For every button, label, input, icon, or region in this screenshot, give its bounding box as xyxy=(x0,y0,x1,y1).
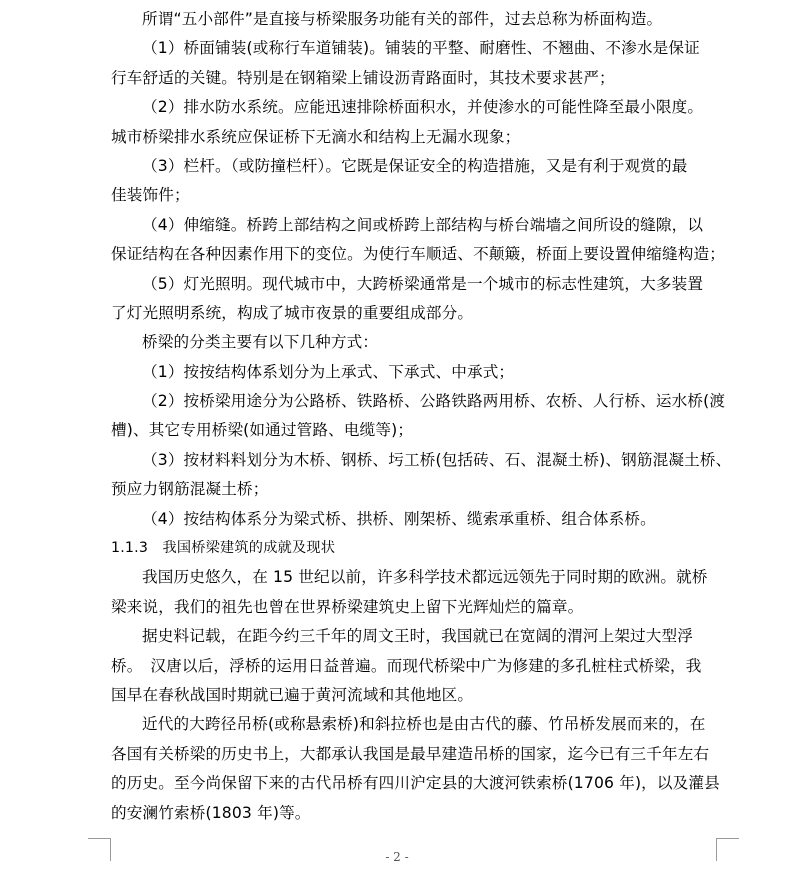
text-line: （3）栏杆。（或防撞栏杆）。它既是保证安全的构造措施，又是有利于观赏的最 xyxy=(142,156,688,175)
text-line: （5）灯光照明。现代城市中，大跨桥梁通常是一个城市的标志性建筑，大多装置 xyxy=(142,274,704,293)
text-line: 保证结构在各种因素作用下的变位。为使行车顺适、不颠簸，桥面上要设置伸缩缝构造； xyxy=(111,245,726,264)
text-line: （2）排水防水系统。应能迅速排除桥面积水，并使渗水的可能性降至最小限度。 xyxy=(142,98,704,117)
text-line: 近代的大跨径吊桥(或称悬索桥)和斜拉桥也是由古代的藤、竹吊桥发展而来的，在 xyxy=(142,715,706,734)
text-line: 国早在春秋战国时期就已遍于黄河流域和其他地区。 xyxy=(111,685,474,704)
text-line: （3）按材料料划分为木桥、钢桥、圬工桥(包括砖、石、混凝土桥)、钢筋混凝土桥、 xyxy=(142,450,732,469)
text-line: 桥梁的分类主要有以下几种方式： xyxy=(142,333,379,352)
text-line: 城市桥梁排水系统应保证桥下无滴水和结构上无漏水现象； xyxy=(111,127,521,146)
text-line: 预应力钢筋混凝土桥； xyxy=(111,480,269,499)
text-line: （2）按桥梁用途分为公路桥、铁路桥、公路铁路两用桥、农桥、人行桥、运水桥(渡 xyxy=(142,392,726,411)
document-body xyxy=(111,5,732,828)
text-line: 我国历史悠久，在 15 世纪以前，许多科学技术都远远领先于同时期的欧洲。就桥 xyxy=(142,568,708,587)
section-heading: 1.1.3 我国桥梁建筑的成就及现状 xyxy=(111,540,336,557)
text-line: （4）按结构体系分为梁式桥、拱桥、刚架桥、缆索承重桥、组合体系桥。 xyxy=(142,509,656,528)
text-line: （4）伸缩缝。桥跨上部结构之间或桥跨上部结构与桥台端墙之间所设的缝隙，以 xyxy=(142,215,704,234)
text-line: 的历史。至今尚保留下来的古代吊桥有四川沪定县的大渡河铁索桥(1706 年)，以及灌县 xyxy=(111,774,720,793)
text-line: 据史料记载，在距今约三千年的周文王时，我国就已在宽阔的渭河上架过大型浮 xyxy=(142,627,694,646)
text-line: 的安澜竹索桥(1803 年)等。 xyxy=(111,803,311,822)
page-number: - 2 - xyxy=(385,850,409,864)
text-line: 佳装饰件； xyxy=(111,186,190,205)
text-line: 桥。 汉唐以后，浮桥的运用日益普遍。而现代桥梁中广为修建的多孔桩柱式桥梁，我 xyxy=(111,656,702,675)
text-line: 行车舒适的关键。特别是在钢箱梁上铺设沥青路面时，其技术要求甚严； xyxy=(111,68,615,87)
text-line: 各国有关桥梁的历史书上，大都承认我国是最早建造吊桥的国家，迄今已有三千年左右 xyxy=(111,744,710,763)
text-line: 了灯光照明系统，构成了城市夜景的重要组成部分。 xyxy=(111,303,474,322)
text-line: （1）桥面铺装(或称行车道铺装)。铺装的平整、耐磨性、不翘曲、不渗水是保证 xyxy=(142,39,700,58)
text-line: （1）按按结构体系划分为上承式、下承式、中承式； xyxy=(142,362,515,381)
text-line: 所谓“五小部件”是直接与桥梁服务功能有关的部件，过去总称为桥面构造。 xyxy=(142,10,663,28)
text-line: 梁来说，我们的祖先也曾在世界桥梁建筑史上留下光辉灿烂的篇章。 xyxy=(111,597,584,616)
text-line: 槽)、其它专用桥梁(如通过管路、电缆等)； xyxy=(111,421,414,440)
